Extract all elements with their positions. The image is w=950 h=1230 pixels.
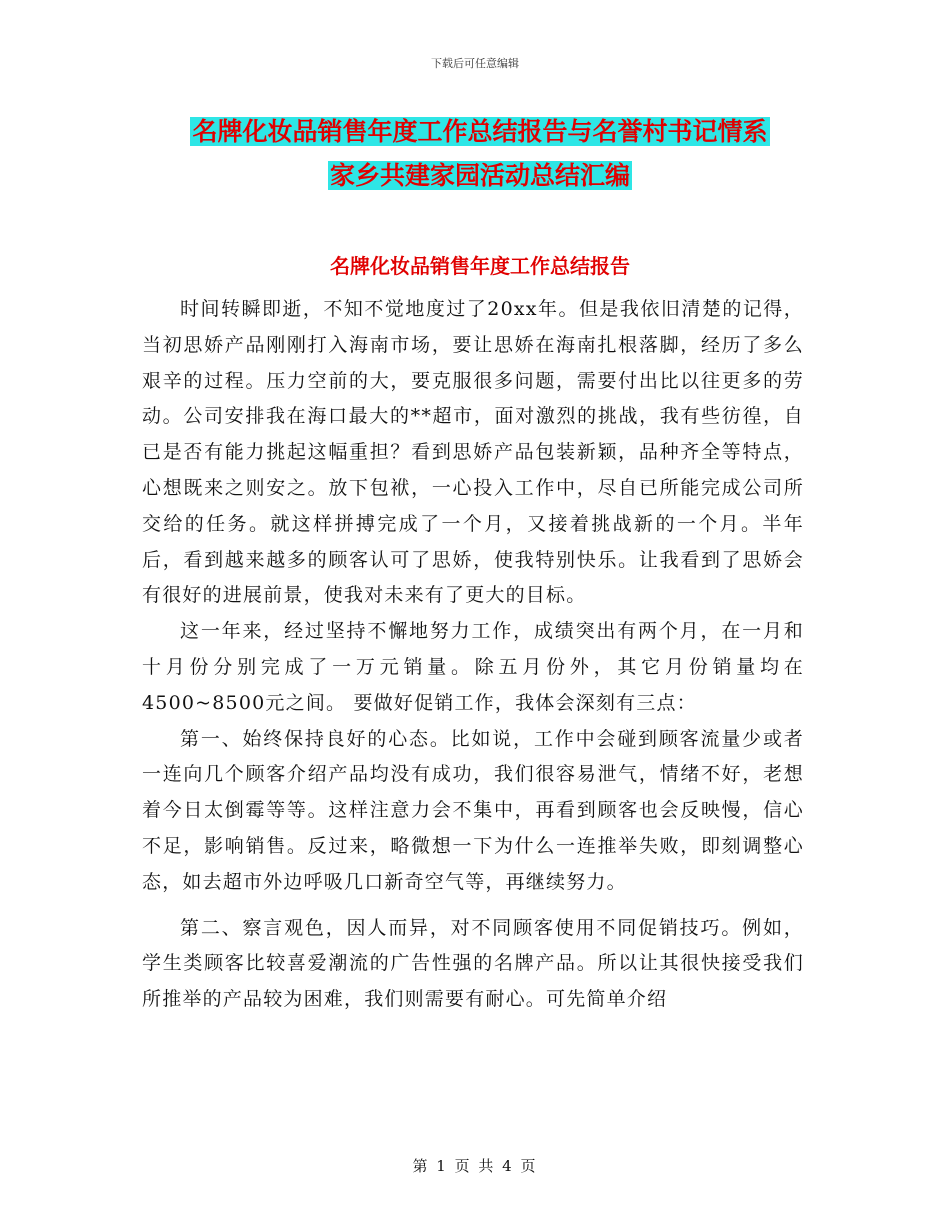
document-title xyxy=(140,110,820,198)
section-title: 名牌化妆品销售年度工作总结报告 xyxy=(330,254,630,278)
body-text xyxy=(142,292,804,1018)
paragraph: 这一年来，经过坚持不懈地努力工作，成绩突出有两个月，在一月和十月份分别完成了一万元销量。除五月份外，其它月份销量均在4500~8500元之间。 要做好促销工作，我体会深刻有三点： xyxy=(142,620,804,714)
document-title-line-2: 家乡共建家园活动总结汇编 xyxy=(329,161,630,190)
paragraph: 第二、察言观色，因人而异，对不同顾客使用不同促销技巧。例如，学生类顾客比较喜爱潮流的广告性强的名牌产品。所以让其很快接受我们所推举的产品较为困难，我们则需要有耐心。可先简单介绍 xyxy=(142,916,804,1011)
document-title-line-1: 名牌化妆品销售年度工作总结报告与名誉村书记情系 xyxy=(192,117,768,146)
paragraph: 时间转瞬即逝，不知不觉地度过了20xx年。但是我依旧清楚的记得，当初思娇产品刚刚打入海南市场，要让思娇在海南扎根落脚，经历了多么艰辛的过程。压力空前的大，要克服很多问题，需要付出比以往更多的劳动。公司安排我在海口最大的**超市，面对激烈的挑战，我有些彷徨，自已是否有能力挑起这幅重担？看到思娇产品包装新颖，品种齐全等特点，心想既来之则安之。放下包袱，一心投入工作中，尽自已所能完成公司所交给的任务。就这样拼搏完成了一个月，又接着挑战新的一个月。半年后，看到越来越多的顾客认可了思娇，使我特别快乐。让我看到了思娇会有很好的进展前景，使我对未来有了更大的目标。 xyxy=(142,298,804,607)
paragraph: 第一、始终保持良好的心态。比如说，工作中会碰到顾客流量少或者一连向几个顾客介绍产品均没有成功，我们很容易泄气，情绪不好，老想着今日太倒霉等等。这样注意力会不集中，再看到顾客也会反映慢，信心不足，影响销售。反过来，略微想一下为什么一连推举失败，即刻调整心态，如去超市外边呼吸几口新奇空气等，再继续努力。 xyxy=(142,727,804,893)
page-footer: 第 1 页 共 4 页 xyxy=(412,1157,538,1175)
header-note: 下载后可任意编辑 xyxy=(431,57,519,70)
